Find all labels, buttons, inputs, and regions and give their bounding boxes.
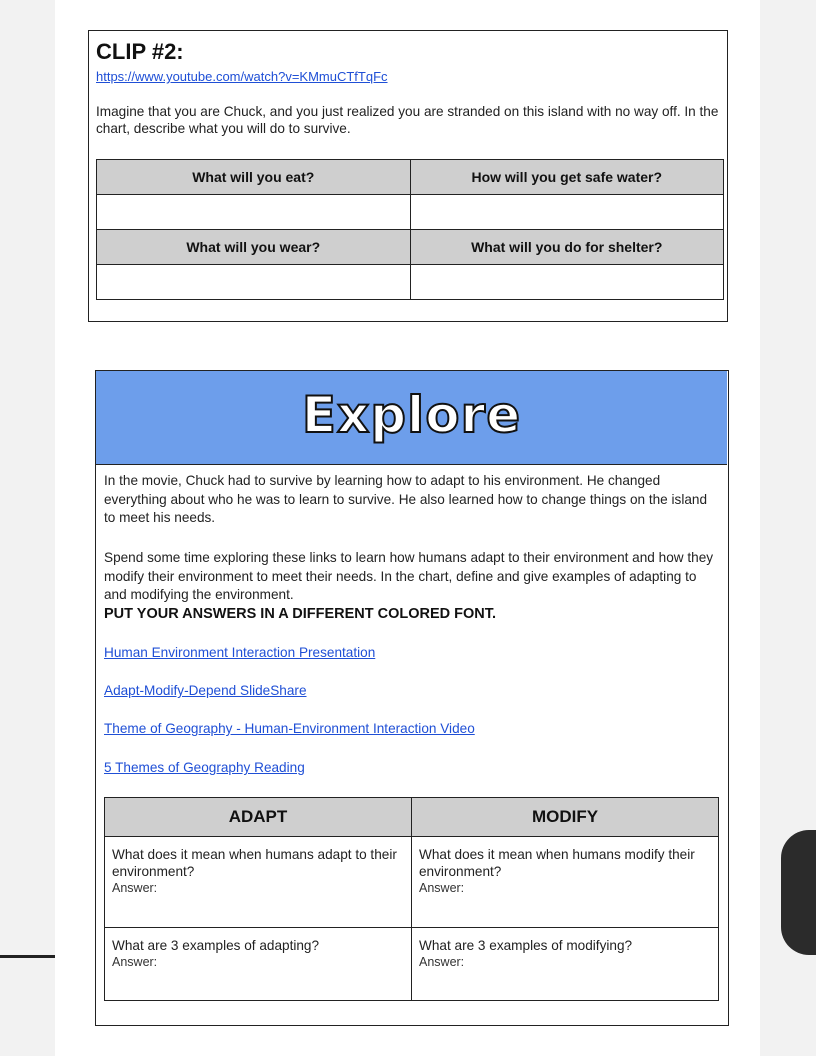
explore-section	[95, 370, 729, 1026]
question-water: How will you get safe water?	[410, 160, 724, 195]
page-edge-rule	[0, 955, 55, 958]
explore-instruction: PUT YOUR ANSWERS IN A DIFFERENT COLORED FONT.	[104, 605, 497, 622]
modify-question-2: What are 3 examples of modifying?	[419, 938, 633, 953]
modify-answer-label-1: Answer:	[419, 881, 465, 895]
modify-definition-cell[interactable]	[412, 837, 719, 928]
adapt-answer-label-1: Answer:	[112, 881, 158, 895]
answer-eat-cell[interactable]	[97, 195, 411, 230]
adapt-header: ADAPT	[105, 798, 412, 837]
adapt-question-2: What are 3 examples of adapting?	[112, 938, 320, 953]
link-hei-presentation[interactable]: Human Environment Interaction Presentation	[104, 645, 376, 660]
question-wear: What will you wear?	[97, 230, 411, 265]
modify-answer-label-2: Answer:	[419, 955, 465, 969]
answer-shelter-cell[interactable]	[410, 265, 724, 300]
explore-banner	[96, 371, 727, 465]
adapt-answer-label-2: Answer:	[112, 955, 158, 969]
explore-title: Explore	[301, 385, 522, 444]
adapt-definition-cell[interactable]	[105, 837, 412, 928]
modify-examples-cell[interactable]	[412, 928, 719, 1001]
link-adapt-modify-depend[interactable]: Adapt-Modify-Depend SlideShare	[104, 683, 307, 698]
modify-header: MODIFY	[412, 798, 719, 837]
explore-paragraph-2: Spend some time exploring these links to learn how humans adapt to their environment and how they modify their environment to meet their needs. In the chart, define and give examples of adapting to and modifying the environment.	[104, 550, 714, 602]
answer-wear-cell[interactable]	[97, 265, 411, 300]
modify-question-1: What does it mean when humans modify their environment?	[419, 847, 695, 879]
link-five-themes-reading[interactable]: 5 Themes of Geography Reading	[104, 760, 305, 775]
answer-water-cell[interactable]	[410, 195, 724, 230]
question-shelter: What will you do for shelter?	[410, 230, 724, 265]
adapt-modify-table	[104, 797, 719, 1001]
adapt-question-1: What does it mean when humans adapt to their environment?	[112, 847, 397, 879]
clip-description: Imagine that you are Chuck, and you just realized you are stranded on this island with no way off. In the chart, describe what you will do to survive.	[96, 104, 719, 136]
clip-section	[88, 30, 728, 322]
question-eat: What will you eat?	[97, 160, 411, 195]
explore-paragraph-1: In the movie, Chuck had to survive by learning how to adapt to his environment. He changed everything about who he was to learn to survive. He also learned how to change things on the island to meet his needs.	[104, 473, 708, 525]
survival-table	[96, 159, 724, 300]
scroll-handle[interactable]	[781, 830, 816, 955]
adapt-examples-cell[interactable]	[105, 928, 412, 1001]
clip-title: CLIP #2:	[96, 39, 184, 64]
clip-video-link[interactable]: https://www.youtube.com/watch?v=KMmuCTfTqFc	[96, 69, 388, 84]
link-hei-video[interactable]: Theme of Geography - Human-Environment Interaction Video	[104, 721, 475, 736]
explore-paragraph-2-wrap	[104, 549, 722, 623]
